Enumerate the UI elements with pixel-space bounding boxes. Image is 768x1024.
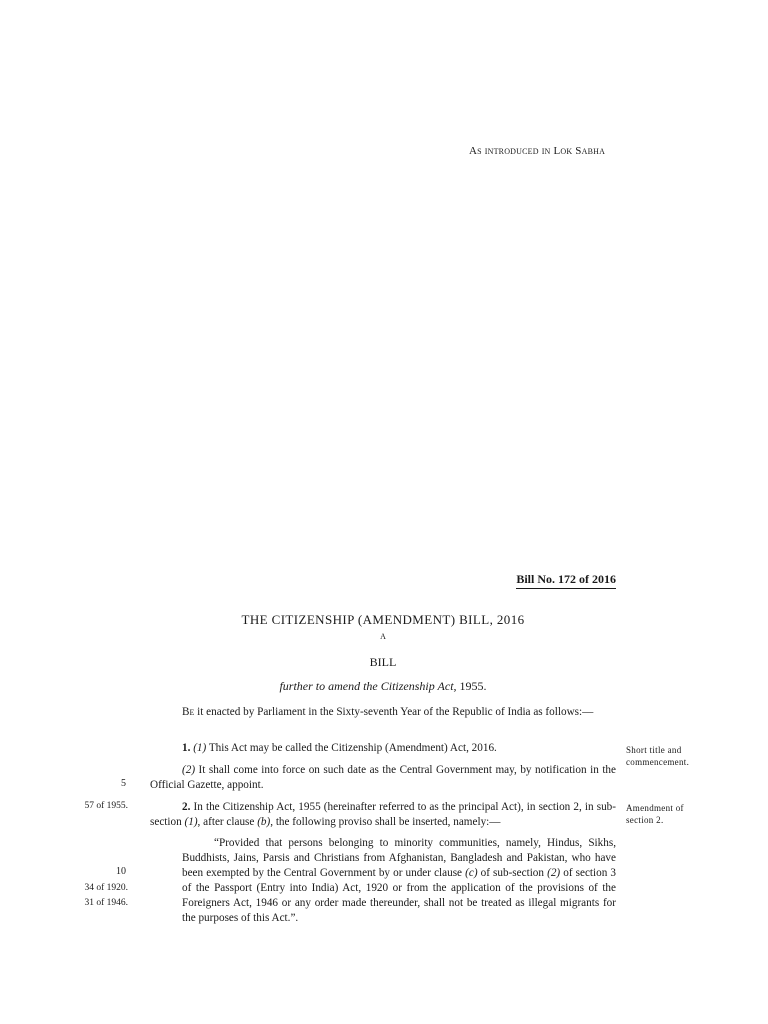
section-1-sub-2	[150, 763, 616, 793]
enacting-lead: Be	[182, 706, 195, 718]
section-2-text-1: In the Citizenship Act, 1955 (hereinafter referred to as the principal Act), in section 2, in sub-section	[150, 801, 616, 828]
article-a: A	[380, 632, 386, 641]
proviso-text-2: of sub-section	[477, 867, 548, 879]
line-number-10: 10	[116, 866, 126, 877]
subtitle-text: further to amend the Citizenship Act,	[279, 679, 457, 693]
section-1-number: 1.	[182, 742, 191, 754]
side-note-amendment: Amendment of section 2.	[626, 803, 684, 825]
margin-ref-1955: 57 of 1955.	[84, 801, 128, 811]
section-1-sub-1	[150, 741, 616, 756]
section-2-italic-1: (1)	[184, 816, 198, 828]
bill-label: BILL	[369, 655, 397, 669]
enacting-text: it enacted by Parliament in the Sixty-seventh Year of the Republic of India as follows:—	[194, 706, 594, 718]
section-2-text-2: , after clause	[197, 816, 258, 828]
line-number-5: 5	[121, 778, 126, 789]
proviso-italic-2: (2)	[547, 867, 561, 879]
proviso-text-1: “Provided that persons belonging to minority communities, namely, Hindus, Sikhs, Buddhists, Jains, Parsis and Christians from Afghanistan, Bangladesh and Pakistan, who have been exempted by the Central Government by or under clause	[182, 837, 616, 879]
side-note-short-title: Short title and commencement.	[626, 745, 690, 767]
section-2-italic-2: (b)	[257, 816, 271, 828]
section-2-number: 2.	[182, 801, 191, 813]
proviso-text	[182, 836, 616, 926]
margin-ref-1946: 31 of 1946.	[84, 898, 128, 908]
bill-title: THE CITIZENSHIP (AMENDMENT) BILL, 2016	[241, 612, 525, 627]
introduction-header: As introduced in Lok Sabha	[469, 145, 606, 157]
proviso-italic-1: (c)	[465, 867, 478, 879]
section-2-text-3: , the following proviso shall be inserted, namely:—	[270, 816, 501, 828]
subtitle-year: 1955.	[459, 679, 487, 693]
section-1-sub2-number: (2)	[182, 764, 196, 776]
bill-subtitle	[150, 679, 616, 694]
proviso-text-3: of section 3 of the Passport (Entry into India) Act, 1920 or from the application of the provisions of the Foreigners Act, 1946 or any order made thereunder, shall not be treated as illegal migrants for the purposes of this Act.”.	[182, 867, 617, 924]
margin-ref-1920: 34 of 1920.	[84, 883, 128, 893]
section-1-sub1-text: This Act may be called the Citizenship (Amendment) Act, 2016.	[206, 742, 497, 754]
section-1-sub1-number: (1)	[193, 742, 207, 754]
section-2	[150, 800, 616, 830]
enacting-formula	[150, 705, 616, 720]
section-1-sub2-text: It shall come into force on such date as the Central Government may, by notification in the Official Gazette, appoint.	[150, 764, 616, 791]
bill-number: Bill No. 172 of 2016	[516, 572, 616, 589]
